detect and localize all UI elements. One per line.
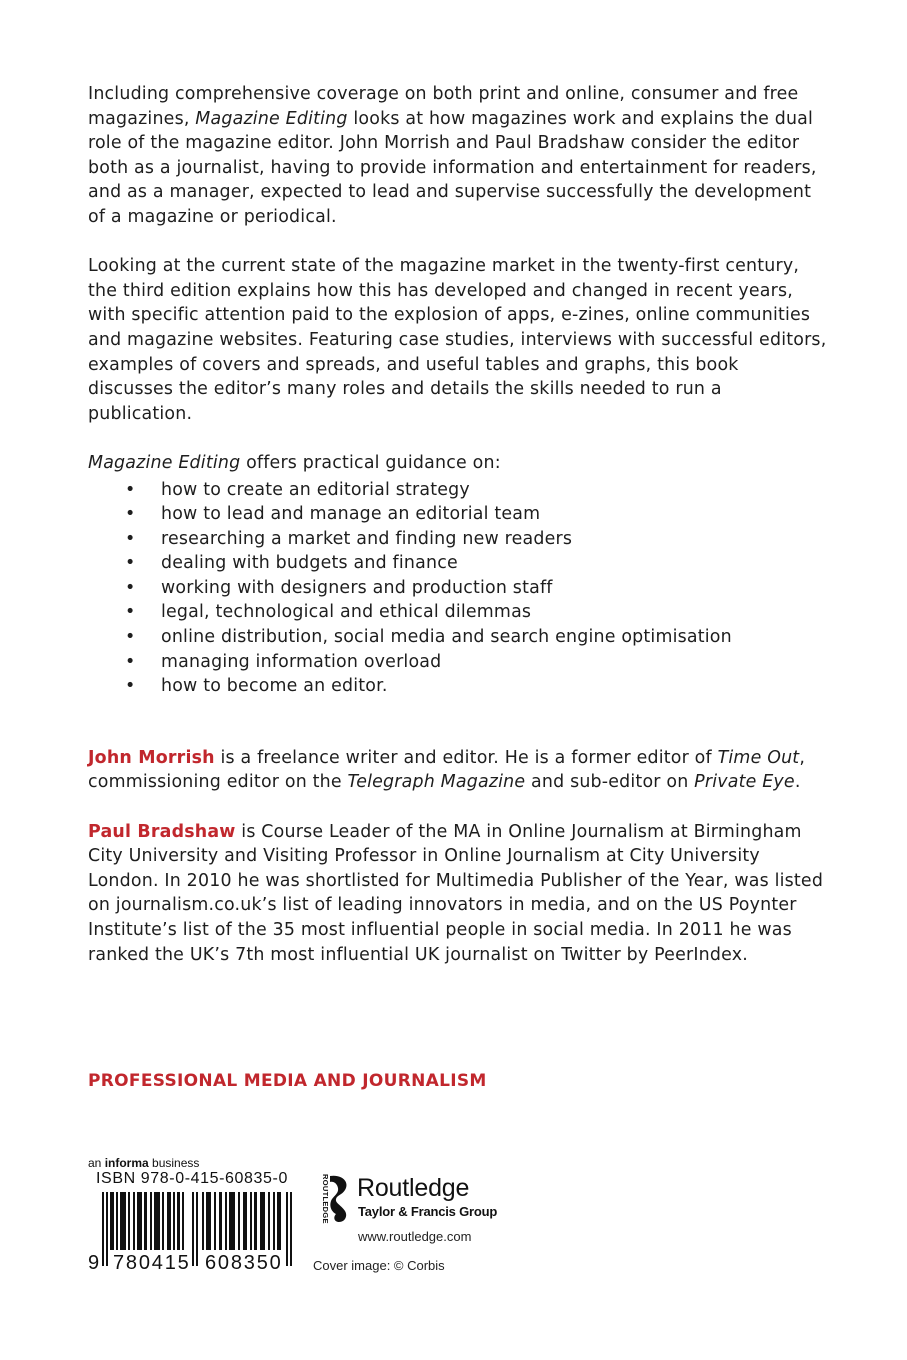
list-item (88, 502, 828, 527)
list-item-text: how to become an editor. (161, 676, 388, 697)
list-item (88, 576, 828, 601)
isbn-text: ISBN 978-0-415-60835-0 (96, 1170, 288, 1187)
publisher-website: www.routledge.com (358, 1229, 472, 1244)
svg-text:ROUTLEDGE: ROUTLEDGE (321, 1174, 330, 1224)
book-title-italic: Magazine Editing (195, 108, 348, 129)
list-item (88, 600, 828, 625)
list-item (88, 650, 828, 675)
list-item-text: researching a market and finding new readers (161, 528, 573, 549)
bullet-icon: • (125, 504, 136, 525)
bio-text: is a freelance writer and editor. He is a former editor of (214, 747, 718, 768)
bullet-icon: • (125, 627, 136, 648)
author-name: Paul Bradshaw (88, 821, 236, 842)
blurb-p1-start: Including comprehensive coverage on both print and online, consumer and free magazines, (88, 84, 799, 129)
bullet-icon: • (125, 479, 136, 500)
informa-suffix: business (148, 1156, 200, 1170)
list-item-text: managing information overload (161, 651, 442, 672)
list-item (88, 625, 828, 650)
author-bio-morrish (88, 746, 828, 795)
bullet-icon: • (125, 528, 136, 549)
list-item (88, 478, 828, 503)
bullet-icon: • (125, 577, 136, 598)
bullet-icon: • (125, 553, 136, 574)
list-item (88, 674, 828, 699)
guidance-intro-text: offers practical guidance on: (240, 452, 501, 473)
publisher-group: Taylor & Francis Group (358, 1204, 498, 1219)
informa-prefix: an (88, 1156, 105, 1170)
back-cover-text (88, 82, 828, 967)
informa-tagline (88, 1156, 199, 1170)
barcode-digits-left: 780415 (113, 1252, 191, 1274)
list-item-text: online distribution, social media and search engine optimisation (161, 627, 732, 648)
list-item-text: legal, technological and ethical dilemmas (161, 602, 532, 623)
barcode-digits-right: 608350 (205, 1252, 283, 1274)
blurb-p1-rest: looks at how magazines work and explains the dual role of the magazine editor. John Morrish and Paul Bradshaw consider the editor both as a journalist, having to provide information and entertainment for readers, and as a manager, expected to lead and supervise successfully the development of a magazine or periodical. (88, 108, 817, 227)
barcode-digit: 9 (88, 1252, 100, 1274)
bio-text: . (794, 772, 801, 793)
bullet-icon: • (125, 676, 136, 697)
blurb-paragraph-2: Looking at the current state of the magazine market in the twenty-first century, the third edition explains how this has developed and changed in recent years, with specific attention paid to the explosion of apps, e-zines, online communities and magazine websites. Featuring case studies, interviews with successful editors, examples of covers and spreads, and useful tables and graphs, this book discusses the editor’s many roles and details the skills needed to run a publication. (88, 256, 827, 424)
list-item (88, 551, 828, 576)
blurb-paragraph-1 (88, 82, 828, 230)
guidance-intro (88, 451, 828, 476)
author-name: John Morrish (88, 747, 215, 768)
bio-text: is Course Leader of the MA in Online Journalism at Birmingham City University and Visiting Professor in Online Journalism at City University London. In 2010 he was shortlisted for Multimedia Publisher of the Year, was listed on journalism.co.uk’s list of leading innovators in media, and on the US Poynter Institute’s list of the 35 most influential people in social media. In 2011 he was ranked the UK’s 7th most influential UK journalist on Twitter by PeerIndex. (88, 821, 824, 965)
series-title: PROFESSIONAL MEDIA AND JOURNALISM (88, 1071, 487, 1091)
bullet-icon: • (125, 651, 136, 672)
publication-name: Time Out (717, 747, 800, 768)
list-item-text: working with designers and production staff (161, 577, 553, 598)
list-item-text: dealing with budgets and finance (161, 553, 458, 574)
publisher-name: Routledge (357, 1174, 470, 1202)
guidance-list (88, 478, 828, 699)
list-item (88, 527, 828, 552)
list-item-text: how to create an editorial strategy (161, 479, 470, 500)
bullet-icon: • (125, 602, 136, 623)
bio-text: commissioning editor on the (88, 772, 348, 793)
list-item-text: how to lead and manage an editorial team (161, 504, 541, 525)
book-title-italic: Magazine Editing (88, 452, 241, 473)
cover-credit: Cover image: © Corbis (313, 1258, 445, 1273)
routledge-logo-icon (314, 1172, 354, 1224)
publication-name: Private Eye (694, 772, 795, 793)
publication-name: Telegraph Magazine (347, 772, 526, 793)
bio-text: , (799, 747, 806, 768)
author-bio-bradshaw (88, 820, 828, 968)
informa-logo: informa (104, 1156, 149, 1170)
bio-text: and sub-editor on (525, 772, 695, 793)
